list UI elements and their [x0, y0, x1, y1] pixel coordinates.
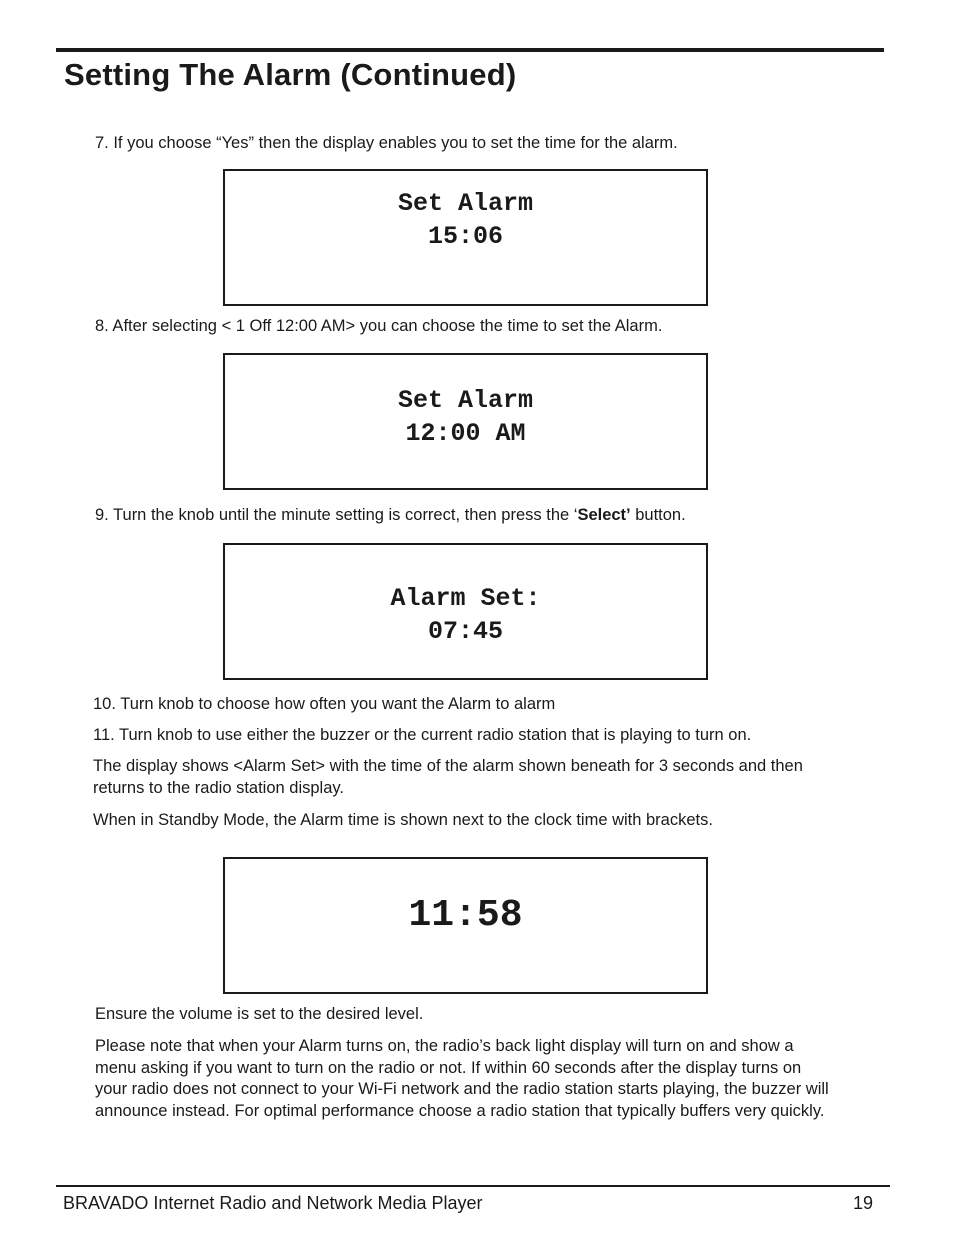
display-shows-paragraph: The display shows <Alarm Set> with the time of the alarm shown beneath for 3 seconds and then returns to the radio station display.	[93, 757, 803, 797]
standby-paragraph: When in Standby Mode, the Alarm time is shown next to the clock time with brackets.	[93, 811, 713, 829]
header-rule	[56, 48, 884, 52]
lcd-display-set-alarm-1200	[223, 353, 708, 490]
lcd-display-alarm-set-0745	[223, 543, 708, 680]
footer-product-name: BRAVADO Internet Radio and Network Media Player	[63, 1193, 483, 1213]
footer-rule	[56, 1185, 890, 1187]
lcd-line-1: Alarm Set:	[390, 584, 541, 613]
lcd-line-1: Set Alarm	[397, 386, 534, 415]
lcd-clock-time: 11:58	[408, 894, 523, 937]
note-paragraph: Please note that when your Alarm turns on, the radio’s back light display will turn on and show a menu asking if you want to turn on the radio or not. If within 60 seconds after the display turns on your radio does not connect to your Wi-Fi network and the radio station starts playing, the buzzer will announce instead. For optimal performance choose a radio station that typically buffers very quickly.	[95, 1037, 829, 1120]
step-7: 7. If you choose “Yes” then the display enables you to set the time for the alarm.	[95, 134, 678, 152]
step-9	[95, 505, 686, 527]
lcd-line-2: 12:00 AM	[405, 419, 526, 448]
step-11: 11. Turn knob to use either the buzzer or the current radio station that is playing to turn on.	[93, 726, 752, 744]
lcd-display-set-alarm-1506	[223, 169, 708, 306]
step-9-text-before: 9. Turn the knob until the minute setting is correct, then press the ‘	[95, 506, 578, 524]
step-8: 8. After selecting < 1 Off 12:00 AM> you can choose the time to set the Alarm.	[95, 317, 663, 335]
step-9-text-after: button.	[630, 506, 686, 524]
volume-paragraph: Ensure the volume is set to the desired level.	[95, 1005, 424, 1023]
lcd-line-2: 07:45	[427, 617, 503, 646]
select-button-label: Select’	[577, 506, 631, 524]
step-10: 10. Turn knob to choose how often you want the Alarm to alarm	[93, 695, 556, 713]
lcd-line-2: 15:06	[427, 222, 503, 251]
lcd-display-clock-1158	[223, 857, 708, 994]
lcd-line-1: Set Alarm	[397, 189, 534, 218]
page-title: Setting The Alarm (Continued)	[64, 57, 517, 92]
page-number: 19	[853, 1193, 874, 1213]
